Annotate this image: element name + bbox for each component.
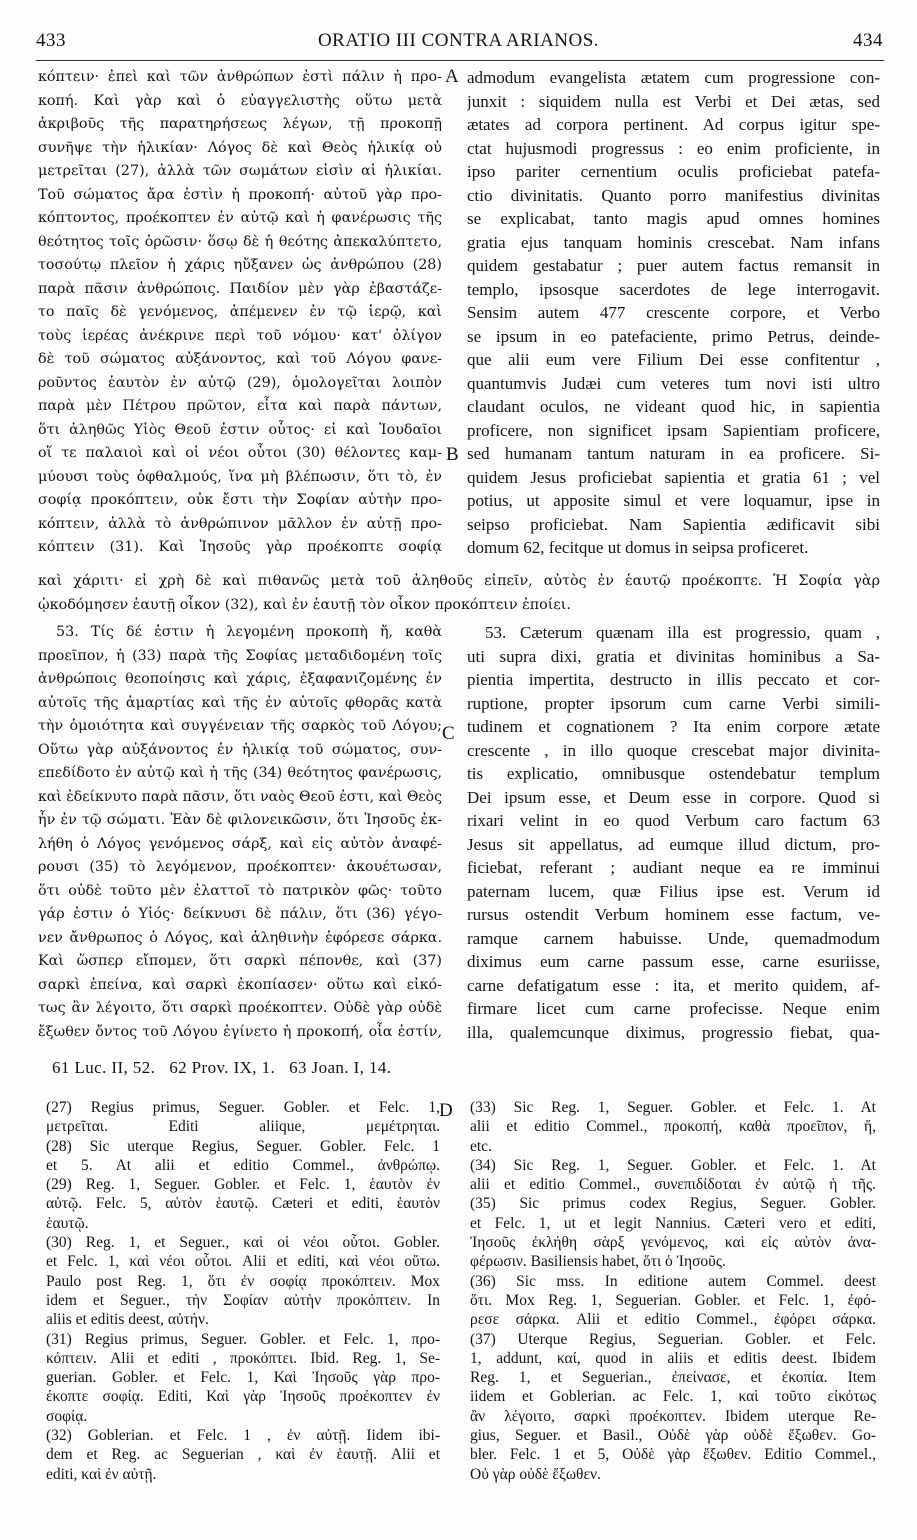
latin-line: paternam lucem, quæ Filius ipse est. Verum id [467, 881, 880, 901]
greek-line: ρουσι (35) τὸ λεγόμενον, προέκοπτεν· ἀκουέτωσαν, [38, 859, 442, 875]
note-line: Οὐ γὰρ οὐδὲ ἔξωθεν. [470, 1465, 601, 1483]
greek-line: Τοῦ σώματος ἄρα ἐστὶν ἡ προκοπή· αὐτοῦ γὰρ προ- [38, 186, 442, 203]
note-line: etc. [470, 1137, 492, 1155]
note-line: (33) Sic Reg. 1, Seguer. Gobler. et Felc. 1. At [470, 1099, 876, 1116]
latin-line: quantumvis Judæi cum veteres tum novi isti ultro [467, 373, 880, 393]
greek-line: 53. Τίς δέ ἐστιν ἡ λεγομένη προκοπὴ ἤ, καθὰ [56, 624, 442, 640]
note-line: Reg. 1, et Seguerian., ἐπείνασε, et ἐκοπία. Item [470, 1369, 876, 1387]
latin-line: Jesus sit appellatus, ad eumque illud dictum, pro- [467, 834, 880, 854]
note-line: (32) Goblerian. et Felc. 1 , ἐν αὐτῇ. Iidem ibi- [46, 1427, 440, 1445]
note-line: ἑαυτῷ. [46, 1214, 89, 1232]
page-number-right: 434 [853, 30, 883, 51]
latin-line: rursus ostendit Verbum hominem esse factum, ve- [467, 905, 880, 924]
note-line: σοφίᾳ. [46, 1407, 88, 1425]
greek-line: καὶ χάριτι· εἰ χρὴ δὲ καὶ πιθανῶς μετὰ τοῦ ἀληθοῦς εἰπεῖν, αὐτὸς ἐν ἑαυτῷ προέκοπτε. Ἡ Σοφία γὰρ [38, 573, 880, 589]
note-line: (29) Reg. 1, Seguer. Gobler. et Felc. 1, ἑαυτὸν ἐν [46, 1176, 440, 1194]
note-line: αὐτῷ. Felc. 5, αὐτὸν ἑαυτῷ. Cæteri et editi, ἑαυτὸν [46, 1195, 440, 1213]
note-line: editi, καὶ ἐν αὐτῇ. [46, 1465, 157, 1483]
latin-line: ramque carnem habuisse. Unde, quemadmodum [467, 928, 880, 948]
latin-line: gratia ejus tanquam hominis crescebat. Nam infans [467, 232, 880, 252]
greek-line: επεδίδοτο ἐν αὐτῷ καὶ ἡ τῆς (34) θεότητος φανέρωσις, [38, 765, 442, 781]
note-line: (34) Sic Reg. 1, Seguer. Gobler. et Felc. 1. At [470, 1156, 876, 1174]
greek-line: Καὶ ὥσπερ εἴπομεν, ὅτι σαρκὶ πέπονθε, καὶ (37) [38, 953, 442, 969]
greek-line: κόπτειν (31). Καὶ Ἰησοῦς γὰρ προέκοπτε σοφίᾳ [38, 539, 442, 555]
greek-line: τὴν ὁμοιότητα καὶ συγγένειαν τῆς σαρκὸς τοῦ Λόγου; [38, 718, 442, 734]
margin-mark-c: C [442, 723, 455, 744]
note-line: φέρωσιν. Basiliensis habet, ὅτι ὁ Ἰησοῦς. [470, 1253, 726, 1271]
greek-line: κόπτειν· ἐπεὶ καὶ τῶν ἀνθρώπων ἐστὶ πάλιν ἡ προ- [38, 69, 442, 85]
note-line: (36) Sic mss. In editione autem Commel. deest [470, 1272, 876, 1290]
greek-line: συνῆψε τὴν ἡλικίαν· Λόγος δὲ καὶ Θεὸς ἡλικίᾳ οὐ [38, 139, 442, 156]
note-line: Paulo post Reg. 1, ὅτι ἐν σοφίᾳ προκόπτειν. Mox [46, 1272, 440, 1290]
greek-line: ἀνθρώποις θεοποίησις καὶ χάρις, ἐξαφανιζομένης ἐν [38, 671, 442, 687]
note-line: guerian. Gobler. et Felc. 1, Καὶ Ἰησοῦς γὰρ προ- [46, 1369, 440, 1387]
latin-column-top [467, 66, 880, 560]
greek-line: ὅτι ἀληθῶς Υἱὸς Θεοῦ ἐστιν οὗτος· εἰ καὶ Ἰουδαῖοι [38, 421, 442, 438]
greek-line: τοὺς ἱερέας ἀνέκρινε περὶ τοῦ νόμου· κατ' ὀλίγον [38, 327, 442, 344]
latin-line: claudant oculos, ne videant quod hic, in sapientia [467, 397, 880, 416]
note-line: alii et editio Commel., συνεπιδίδοται ἐν αὐτῷ ἡ τῆς. [470, 1176, 876, 1194]
note-line: ρεσε σάρκα. Alii et editio Commel., ἐφόρει σάρκα. [470, 1311, 876, 1329]
greek-column-top [38, 66, 442, 560]
note-line: iidem et Goblerian. ac Felc. 1, καὶ τοῦτο εἰκότως [470, 1388, 876, 1406]
greek-line: τως ἂν λέγοιτο, ὅτι σαρκὶ προέκοπτεν. Οὐδὲ γὰρ οὐδὲ [38, 1000, 442, 1016]
latin-line: potius, ut apposite simul et vere loquamur, ipse in [467, 491, 880, 510]
greek-line: ᾠκοδόμησεν ἑαυτῇ οἶκον (32), καὶ ἐν ἑαυτῇ τὸν οἶκον προκόπτειν ἐποίει. [38, 596, 571, 613]
greek-line: ὅτι οὐδὲ τοῦτο μὲν ἐλαττοῖ τὸ πατρικὸν φῶς· τοῦτο [38, 882, 442, 899]
note-line: 1, addunt, καί, quod in aliis et editis deest. Ibidem [470, 1349, 876, 1367]
latin-line: carne defatigatum esse : ita, et merito quidem, af- [467, 975, 880, 995]
latin-line: ætates ad corpora pertinent. Ad corpus igitur spe- [467, 115, 880, 134]
latin-line: firmare licet cum carne profecisse. Neque enim [467, 999, 880, 1018]
latin-line: ficiebat, referant ; audiant neque ea re imminui [467, 858, 880, 877]
latin-line: pientia impertita, destructo in illis peccato et cor- [467, 670, 880, 689]
greek-full-width [38, 570, 880, 617]
latin-line: Sensim autem 477 crescente corpore, et Verbo [467, 303, 880, 322]
greek-line: μετρεῖται (27), ἀλλὰ τῶν σωμάτων εἰσὶν αἱ ἡλικίαι. [38, 163, 442, 179]
latin-line: ipso pariter cernentium oculis proficiebat patefa- [467, 162, 880, 181]
note-line: et 5. At alii et editio Commel., ἀνθρώπῳ. [46, 1156, 440, 1174]
latin-line: diximus eum carne passum esse, carne esuriisse, [467, 952, 880, 971]
latin-line: ctat hujusmodi progressus : eo enim proficiente, in [467, 138, 880, 158]
latin-line: proficere, non significet ipsam Sapientiam proficere, [467, 420, 880, 440]
greek-line: καὶ ἐδείκνυτο παρὰ πᾶσιν, ὅτι ναὸς Θεοῦ ἐστι, καὶ Θεὸς [38, 788, 442, 805]
note-line: et Felc. 1, ut et legit Nannius. Cæteri vero et editi, [470, 1214, 876, 1232]
latin-line: domum 62, fecitque ut domus in seipsa proficeret. [467, 538, 809, 557]
greek-line: γάρ ἐστιν ὁ Υἱός· δείκνυσι δὲ πάλιν, ὅτι (36) γέγο- [38, 906, 442, 922]
latin-line: ctio divinitatis. Quanto porro manifestius divinitas [467, 185, 880, 205]
latin-line: rixari velint in eo quod Verbum caro factum 63 [467, 811, 880, 830]
note-line: ἂν λέγοιτο, σαρκὶ προέκοπτεν. Ibidem uterque Re- [470, 1407, 876, 1425]
greek-line: κόπτειν, ἀλλὰ τὸ ἀνθρώπινον μᾶλλον ἐν αὐτῇ προ- [38, 515, 442, 532]
greek-line: το παῖς δὲ γενόμενος, ἀπέμενεν ἐν τῷ ἱερῷ, καὶ [38, 304, 442, 320]
greek-line: θεότητος τοῖς ὁρῶσιν· ὅσῳ δὲ ἡ θεότης ἀπεκαλύπτετο, [38, 233, 442, 250]
note-line: et Felc. 1, καὶ νέοι οὗτοι. Alii et editi, καὶ νέοι οὕτω. [46, 1253, 440, 1271]
latin-line: templo, ipsosque sacerdotes de lege interrogavit. [467, 279, 880, 299]
latin-line: junxit : siquidem nulla est Verbi et Dei ætas, sed [467, 91, 880, 111]
greek-column-bottom [38, 621, 442, 1044]
latin-line: Dei ipsum esse, et Deum esse in corpore. Quod si [467, 787, 880, 807]
note-line: έκοπτε σοφίᾳ. Editi, Καὶ γὰρ Ἰησοῦς προέκοπτεν ἐν [46, 1388, 440, 1406]
note-line: dem et Reg. ac Seguerian , καὶ ἐν ἑαυτῇ. Alii et [46, 1446, 440, 1464]
note-line: idem et Seguer., τὴν Σοφίαν αὐτὴν προκόπτειν. In [46, 1291, 440, 1309]
note-line: κόπτειν. Alii et editi , προκόπτει. Ibid. Reg. 1, Se- [46, 1349, 440, 1367]
running-title: ORATIO III CONTRA ARIANOS. [317, 30, 600, 51]
latin-line: se ipsum in eo patefaciente, primo Petrus, deinde- [467, 326, 880, 346]
margin-mark-b: B [446, 444, 459, 465]
latin-line: quidem Jesus proficiebat sapientia et gratia 61 ; vel [467, 467, 880, 487]
note-line: μετρεῖται. Editi aliique, μεμέτρηται. [46, 1118, 440, 1136]
note-line: Ἰησοῦς ἐκλήθη σὰρξ γενόμενος, καὶ εἰς αὐτὸν ἀνα- [470, 1234, 876, 1252]
note-line: bler. Felc. 1 et 5, Οὐδὲ γὰρ ἔξωθεν. Editio Commel., [470, 1446, 876, 1464]
latin-line: 53. Cæterum quænam illa est progressio, quam , [485, 623, 880, 642]
latin-column-bottom [467, 621, 880, 1044]
latin-line: crescente , in illo quoque crescebat major divinita- [467, 740, 880, 760]
greek-line: Οὕτω γὰρ αὐξάνοντος ἐν ἡλικίᾳ τοῦ σώματος, συν- [38, 741, 442, 758]
greek-line: λήθη ὁ Λόγος γενόμενος σάρξ, καὶ εἰς αὐτὸν ἀναφέ- [38, 835, 442, 852]
latin-line: tis explicatio, omnibusque ostendebatur templum [467, 764, 880, 783]
greek-line: κόπτοντος, προέκοπτεν ἐν αὐτῷ καὶ ἡ φανέρωσις τῆς [38, 210, 442, 226]
note-line: (31) Regius primus, Seguer. Gobler. et Felc. 1, προ- [46, 1330, 440, 1348]
latin-line: sed humanam tantum naturam in ea proficere. Si- [467, 444, 880, 463]
greek-line: αὐτοῖς τῆς ἁμαρτίας καὶ τῆς ἐν αὐτοῖς φθορᾶς κατὰ [38, 694, 442, 711]
greek-line: δὲ τοῦ σώματος αὐξάνοντος, καὶ τοῦ Λόγου φανε- [38, 351, 442, 367]
note-line: (30) Reg. 1, et Seguer., καὶ οἱ νέοι οὗτοι. Gobler. [46, 1234, 440, 1252]
note-line: (37) Uterque Regius, Seguerian. Gobler. et Felc. [470, 1330, 876, 1348]
note-line: alii et editio Commel., προκοπή, καθὰ προεῖπον, ἤ, [470, 1118, 876, 1136]
greek-line: μύουσι τοὺς ὀφθαλμούς, ἵνα μὴ βλέπωσιν, ὅτι τὸ, ἐν [38, 468, 442, 485]
scripture-references: 61 Luc. II, 52. 62 Prov. IX, 1. 63 Joan. I, 14. [52, 1058, 392, 1077]
greek-line: παρὰ πᾶσιν ἀνθρώποις. Παιδίον μὲν γὰρ ἐβαστάζε- [38, 280, 442, 297]
note-line: (28) Sic uterque Regius, Seguer. Gobler. Felc. 1 [46, 1137, 440, 1155]
greek-line: ἔξωθεν ὄντος τοῦ Λόγου ἐγίνετο ἡ προκοπή, οἷα ἐστίν, [38, 1023, 442, 1040]
latin-line: quidem gestabatur ; puer autem factus remansit in [467, 256, 880, 275]
greek-line: προεῖπον, ἡ (33) παρὰ τῆς Σοφίας μεταδιδομένη τοῖς [38, 647, 442, 664]
latin-line: que alii eum vere Filium Dei esse confitentur , [467, 350, 880, 369]
greek-line: ροῦντος ἑαυτὸν ἐν αὐτῷ (29), ὁμολογεῖται λοιπὸν [38, 374, 442, 391]
page-number-left: 433 [36, 30, 66, 51]
latin-line: admodum evangelista ætatem cum progressione con- [467, 68, 880, 87]
margin-mark-a: A [445, 66, 459, 87]
latin-line: illa, qualemcunque diximus, progressio fiebat, qua- [467, 1022, 880, 1042]
critical-notes-right [470, 1098, 876, 1484]
note-line: (35) Sic primus codex Regius, Seguer. Gobler. [470, 1195, 876, 1213]
note-line: (27) Regius primus, Seguer. Gobler. et Felc. 1, [46, 1099, 440, 1116]
greek-line: νεν ἄνθρωπος ὁ Λόγος, καὶ ἀληθινὴν ἐφόρεσε σάρκα. [38, 929, 442, 946]
greek-line: κοπή. Καὶ γὰρ καὶ ὁ εὐαγγελιστὴς οὕτω μετὰ [38, 92, 442, 109]
greek-line: παρὰ μὲν Πέτρου πρῶτον, εἶτα καὶ παρὰ πάντων, [38, 398, 442, 414]
margin-mark-d: D [439, 1100, 453, 1121]
note-line: aliis et editis deest, αὐτήν. [46, 1311, 209, 1329]
greek-line: σοφίᾳ προκόπτειν, οὐκ ἔστι τὴν Σοφίαν αὐτὴν προ- [38, 492, 442, 508]
latin-line: ruptione, propter ipsorum cum carne Verbi simili- [467, 693, 880, 713]
critical-notes-left [46, 1098, 440, 1484]
header-rule [36, 60, 884, 61]
latin-line: uti supra dixi, gratia et divinitas hominibus a Sa- [467, 646, 880, 666]
latin-line: tudinem et cognationem ? Ita enim corpore ætate [467, 717, 880, 736]
note-line: gius, Seguer. et Basil., Οὐδὲ γὰρ οὐδὲ ἔξωθεν. Go- [470, 1427, 876, 1445]
latin-line: seipso proficiebat. Nam Sapientia ædificavit sibi [467, 514, 880, 534]
greek-line: ἦν ἐν τῷ σώματι. Ἐὰν δὲ φιλονεικῶσιν, ὅτι Ἰησοῦς ἐκ- [38, 812, 442, 828]
greek-line: τοσούτῳ πλεῖον ἡ χάρις ηὔξανεν ὡς ἀνθρώπου (28) [38, 257, 442, 273]
greek-line: σαρκὶ ἐπείνα, καὶ σαρκὶ ἐκοπίασεν· οὕτω καὶ εἰκό- [38, 976, 442, 993]
latin-line: se explicabat, tanto magis apud omnes homines [467, 209, 880, 228]
greek-line: οἵ τε παλαιοὶ καὶ οἱ νέοι οὗτοι (30) θέλοντες καμ- [38, 445, 442, 461]
greek-line: ἀκριβοῦς τῆς παρατηρήσεως λέγων, τῇ προκοπῇ [38, 116, 442, 132]
note-line: ὅτι. Mox Reg. 1, Seguerian. Gobler. et Felc. 1, ἐφό- [470, 1291, 876, 1309]
